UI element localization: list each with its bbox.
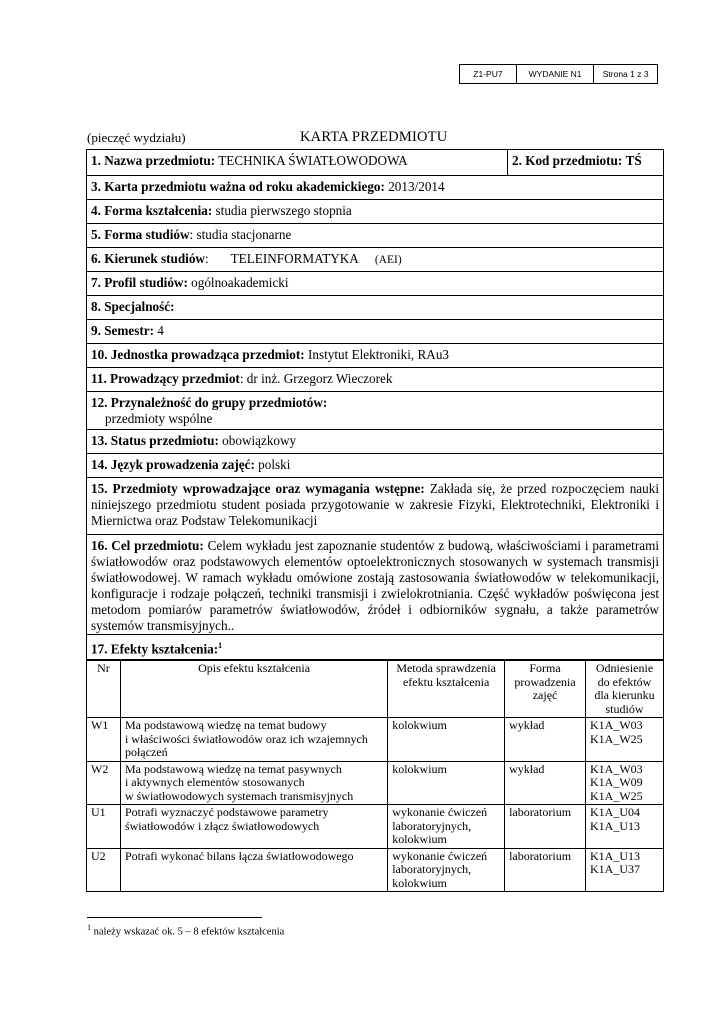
row-prerequisites: 15. Przedmioty wprowadzające oraz wymagania wstępne: Zakłada się, że przed rozpoczęciem nauki niniejszego przedmiotu student posiada przygotowanie w zakresie Fizyki, Elektrotechniki, Elektroniki i Miernictwa oraz Podstaw Telekomunikacji <box>86 478 664 535</box>
row-objective: 16. Cel przedmiotu: Celem wykładu jest zapoznanie studentów z budową, właściwościami i parametrami światłowodów oraz podstawowych elementów optoelektronicznych stosowanych w systemach transmisji światłowodowej. W ramach wykładu omówione zostają zastosowania światłowodów w telekomunikacji, konfiguracje i rodzaje połączeń, techniki transmisji i zwielokrotniania. Część wykładów poświęcona jest metodom pomiarów parametrów światłowodów, źródeł i odbiorników sygnału, a także parametrów systemów transmisyjnych.. <box>86 535 664 635</box>
table-row: W2 Ma podstawową wiedzę na temat pasywnych i aktywnych elementów stosowanych w światłowodowych systemach transmisyjnych kolokwium wykład K1A_W03 K1A_W09 K1A_W25 <box>87 761 664 805</box>
row-name-code <box>86 149 664 176</box>
header-nr: Nr <box>87 661 121 718</box>
row-valid-year: 3. Karta przedmiotu ważna od roku akademickiego: 2013/2014 <box>86 176 664 200</box>
doc-edition: WYDANIE N1 <box>517 65 594 83</box>
course-code: TŚ <box>625 153 642 168</box>
row-language: 14. Język prowadzenia zajęć: polski <box>86 454 664 478</box>
row-status: 13. Status przedmiotu: obowiązkowy <box>86 430 664 454</box>
row-lecturer: 11. Prowadzący przedmiot: dr inż. Grzegorz Wieczorek <box>86 368 664 392</box>
course-card-form <box>86 149 664 892</box>
header-description: Opis efektu kształcenia <box>120 661 387 718</box>
doc-code: Z1-PU7 <box>460 65 517 83</box>
table-row: U2 Potrafi wykonać bilans łącza światłowodowego wykonanie ćwiczeń laboratoryjnych, kolokwium laboratorium K1A_U13 K1A_U37 <box>87 848 664 892</box>
row-specialty: 8. Specjalność: <box>86 296 664 320</box>
table-header-row <box>87 661 664 718</box>
row-unit: 10. Jednostka prowadząca przedmiot: Instytut Elektroniki, RAu3 <box>86 344 664 368</box>
row-education-form: 4. Forma kształcenia: studia pierwszego stopnia <box>86 200 664 224</box>
faculty-stamp: (pieczęć wydziału) <box>87 130 186 145</box>
doc-page: Strona 1 z 3 <box>602 69 649 79</box>
row-study-form: 5. Forma studiów: studia stacjonarne <box>86 224 664 248</box>
page-title: KARTA PRZEDMIOTU <box>300 129 448 145</box>
header-reference: Odniesienie do efektów dla kierunku studiów <box>586 661 664 718</box>
course-name-cell: 1. Nazwa przedmiotu: TECHNIKA ŚWIATŁOWODOWA <box>87 150 508 175</box>
header-form: Forma prowadzenia zajęć <box>505 661 586 718</box>
row-semester: 9. Semestr: 4 <box>86 320 664 344</box>
document-header-box <box>459 64 658 84</box>
course-code-cell: 2. Kod przedmiotu: TŚ <box>512 153 642 168</box>
footnote: $^1$ należy wskazać ok. 5 – 8 efektów kształcenia <box>87 923 285 938</box>
table-row: U1 Potrafi wyznaczyć podstawowe parametry światłowodów i złącz światłowodowych wykonanie ćwiczeń laboratoryjnych, kolokwium laboratorium K1A_U04 K1A_U13 <box>87 805 664 849</box>
row-group: 12. Przynależność do grupy przedmiotów: przedmioty wspólne <box>86 392 664 430</box>
row-learning-outcomes: 17. Efekty kształcenia:$^1$ <box>86 635 664 660</box>
footnote-separator <box>87 917 262 918</box>
header-method: Metoda sprawdzenia efektu kształcenia <box>388 661 505 718</box>
row-profile: 7. Profil studiów: ogólnoakademicki <box>86 272 664 296</box>
row-field-of-study: 6. Kierunek studiów: TELEINFORMATYKA (AEI) <box>86 248 664 272</box>
learning-outcomes-table <box>86 660 664 892</box>
table-row: W1 Ma podstawową wiedzę na temat budowy i właściwości światłowodów oraz ich wzajemnych połączeń kolokwium wykład K1A_W03 K1A_W25 <box>87 718 664 762</box>
course-name: TECHNIKA ŚWIATŁOWODOWA <box>218 153 408 168</box>
